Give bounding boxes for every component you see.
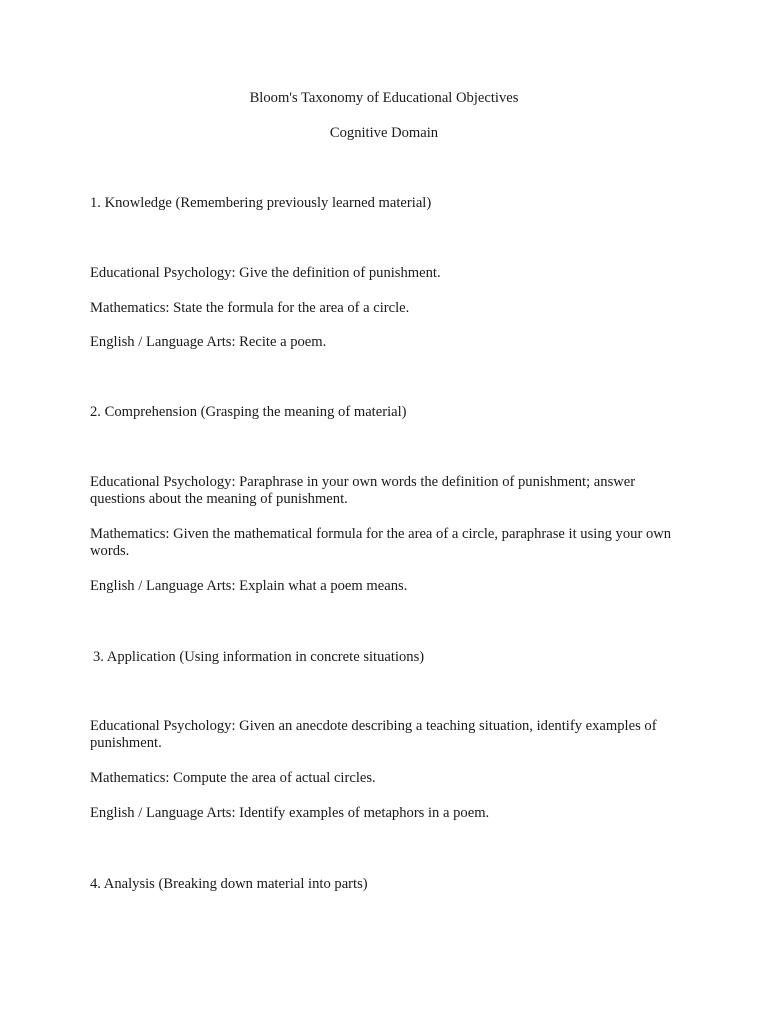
- section-heading-knowledge: 1. Knowledge (Remembering previously learned material): [90, 195, 432, 211]
- list-item: Educational Psychology: Give the definition of punishment.: [90, 265, 441, 281]
- list-item: Mathematics: State the formula for the area of a circle.: [90, 300, 410, 316]
- section-heading-comprehension: 2. Comprehension (Grasping the meaning of material): [90, 404, 407, 420]
- list-item: Educational Psychology: Given an anecdote describing a teaching situation, identify examples of punishment.: [90, 718, 657, 751]
- list-item: Mathematics: Compute the area of actual circles.: [90, 770, 376, 786]
- list-item: Mathematics: Given the mathematical formula for the area of a circle, paraphrase it using your own words.: [90, 526, 672, 559]
- page-title: Bloom's Taxonomy of Educational Objectives: [249, 90, 519, 106]
- list-item: English / Language Arts: Recite a poem.: [90, 334, 327, 350]
- list-item: Educational Psychology: Paraphrase in your own words the definition of punishment; answer questions about the meaning of punishment.: [90, 474, 636, 507]
- page-subtitle: Cognitive Domain: [329, 125, 439, 141]
- section-heading-application: 3. Application (Using information in concrete situations): [93, 649, 425, 665]
- list-item: English / Language Arts: Explain what a poem means.: [90, 578, 408, 594]
- section-heading-analysis: 4. Analysis (Breaking down material into parts): [90, 876, 368, 892]
- list-item: English / Language Arts: Identify examples of metaphors in a poem.: [90, 805, 490, 821]
